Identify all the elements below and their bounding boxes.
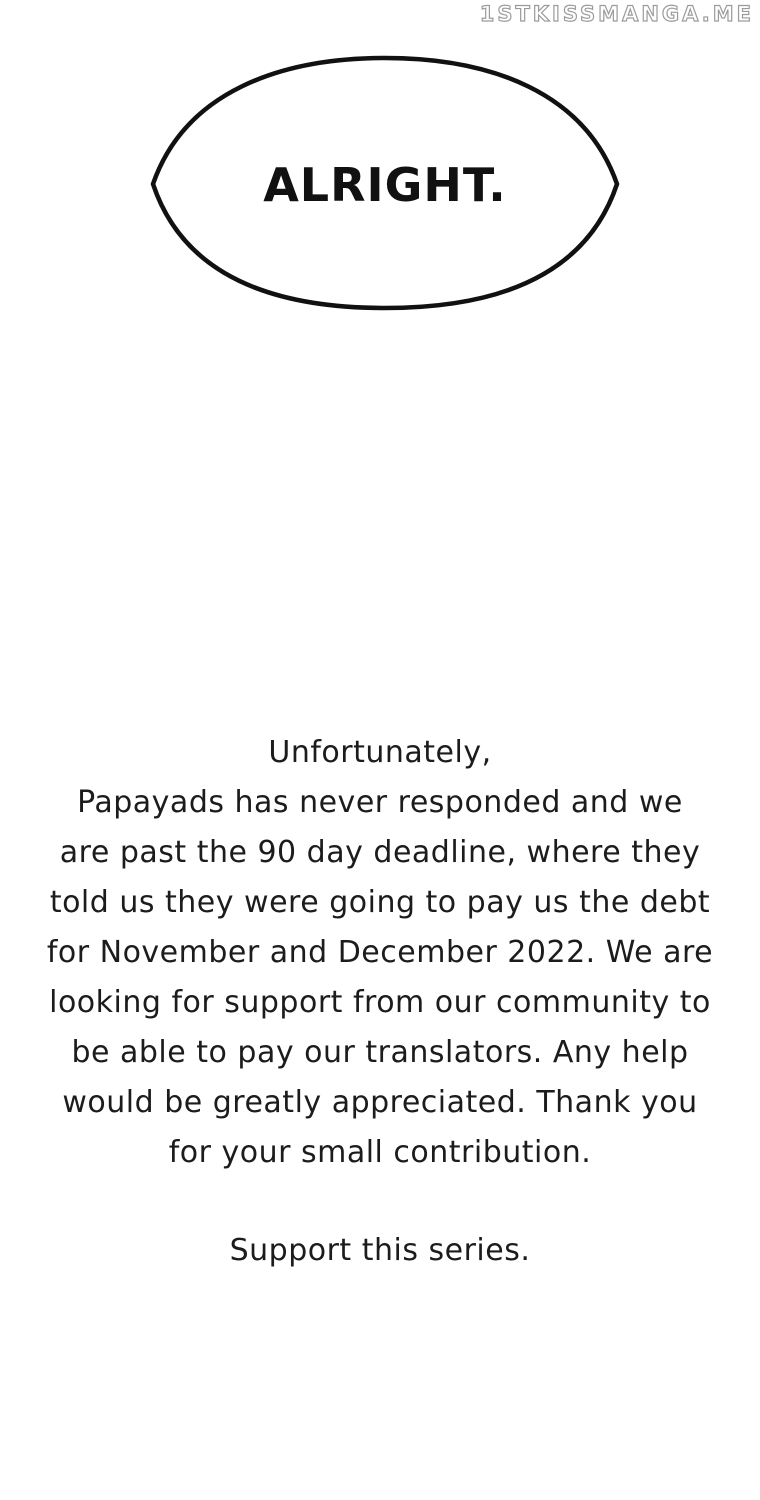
support-series-text: Support this series.	[229, 1233, 531, 1268]
speech-bubble	[150, 52, 620, 312]
translator-notice	[0, 728, 760, 1276]
notice-line: be able to pay our translators. Any help	[71, 1035, 689, 1070]
notice-line: are past the 90 day deadline, where they	[59, 835, 701, 870]
speech-bubble-text: ALRIGHT.	[263, 158, 507, 212]
notice-line: Papayads has never responded and we	[77, 785, 683, 820]
notice-line: would be greatly appreciated. Thank you	[62, 1085, 698, 1120]
notice-line: for November and December 2022. We are	[46, 935, 714, 970]
notice-line: for your small contribution.	[168, 1135, 592, 1170]
notice-line: Unfortunately,	[268, 735, 492, 770]
notice-line: told us they were going to pay us the debt	[49, 885, 711, 920]
notice-line: looking for support from our community to	[49, 985, 711, 1020]
site-watermark: 1STKISSMANGA.ME	[479, 2, 754, 26]
